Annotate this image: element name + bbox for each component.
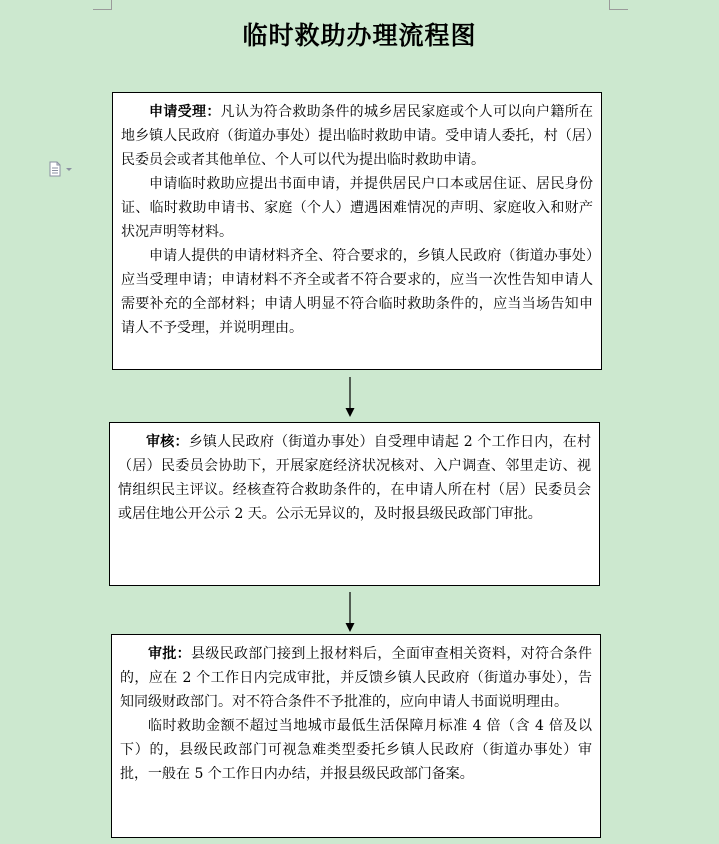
step-paragraph: 申请受理：凡认为符合救助条件的城乡居民家庭或个人可以向户籍所在地乡镇人民政府（街道办事处）提出临时救助申请。受申请人委托，村（居）民委员会或者其他单位、个人可以代为提出临时救助申请。: [121, 104, 594, 168]
step-heading: 审核：: [146, 434, 189, 450]
step-box-application: [112, 92, 602, 370]
document-dropdown-icon[interactable]: [47, 160, 75, 178]
step-paragraph: 申请临时救助应提出书面申请，并提供居民户口本或居住证、居民身份证、临时救助申请书、家庭（个人）遭遇困难情况的声明、家庭收入和财产状况声明等材料。: [121, 176, 593, 240]
page-corner-marker-left: [93, 0, 112, 10]
step-paragraph: 临时救助金额不超过当地城市最低生活保障月标准 4 倍（含 4 倍及以下）的，县级民政部门可视急难类型委托乡镇人民政府（街道办事处）审批，一般在 5 个工作日内办结，并报县级民政部门备案。: [120, 718, 592, 782]
document-title: 临时救助办理流程图: [242, 21, 477, 50]
page-corner-marker-right: [609, 0, 628, 10]
step-box-approval: [111, 634, 601, 838]
step-paragraph: 审核：乡镇人民政府（街道办事处）自受理申请起 2 个工作日内，在村（居）民委员会协助下，开展家庭经济状况核对、入户调查、邻里走访、视情组织民主评议。经核查符合救助条件的，在申请人所在村（居）民委员会或居住地公开公示 2 天。公示无异议的，及时报县级民政部门审批。: [118, 434, 592, 522]
step-heading: 审批：: [148, 646, 191, 662]
step-paragraph: 审批：县级民政部门接到上报材料后，全面审查相关资料，对符合条件的，应在 2 个工作日内完成审批，并反馈乡镇人民政府（街道办事处），告知同级财政部门。对不符合条件不予批准的，应向申请人书面说明理由。: [120, 646, 592, 710]
arrow-down-icon: [344, 377, 356, 417]
step-box-review: [109, 422, 600, 586]
step-heading: 申请受理：: [149, 104, 221, 120]
arrow-down-icon: [344, 592, 356, 632]
step-paragraph: 申请人提供的申请材料齐全、符合要求的，乡镇人民政府（街道办事处）应当受理申请；申请材料不齐全或者不符合要求的，应当一次性告知申请人需要补充的全部材料；申请人明显不符合临时救助条件的，应当当场告知申请人不予受理，并说明理由。: [121, 248, 593, 336]
